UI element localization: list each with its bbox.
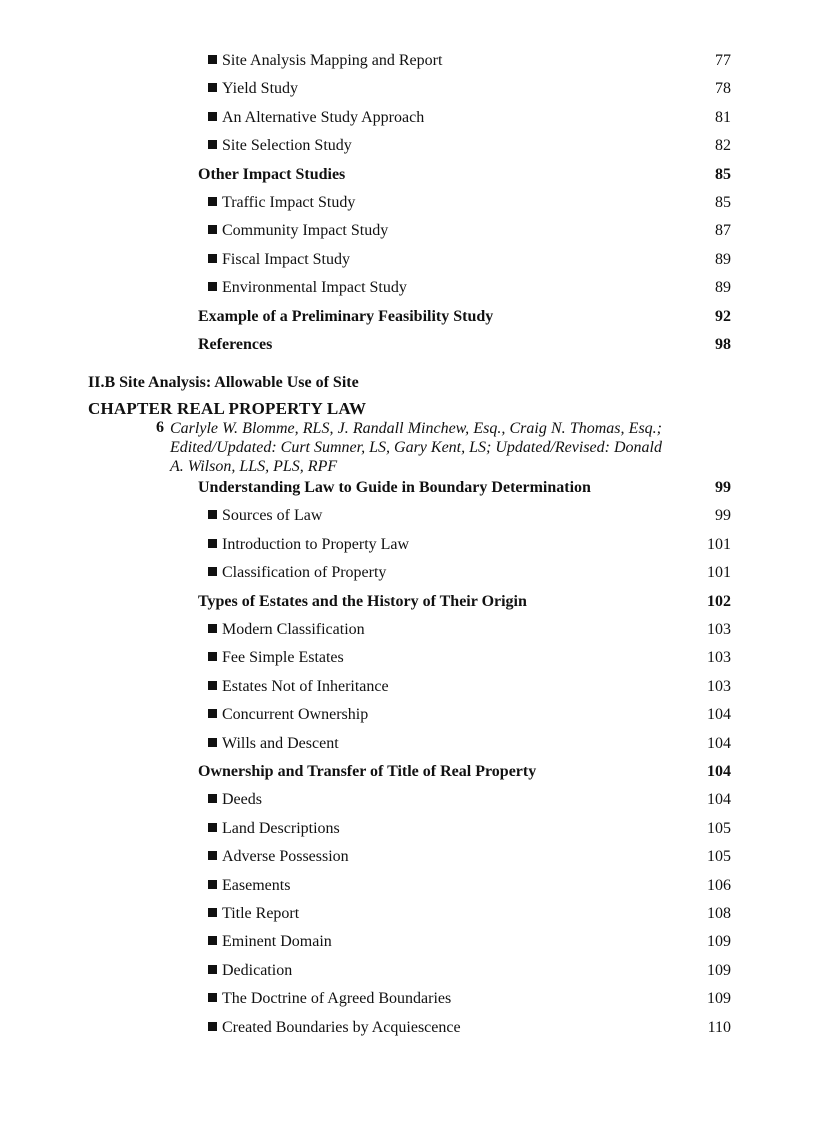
- toc-item-row: [0, 987, 816, 1011]
- square-bullet-icon: [208, 112, 217, 121]
- toc-item-row: [0, 276, 816, 300]
- toc-item-title: [208, 646, 344, 670]
- chapter-number: 6: [156, 419, 164, 436]
- square-bullet-icon: [208, 624, 217, 633]
- toc-item-row: [0, 902, 816, 926]
- square-bullet-icon: [208, 197, 217, 206]
- toc-entry-label: Title Report: [222, 905, 300, 922]
- toc-section-row: [0, 590, 816, 614]
- toc-page-number: 104: [707, 706, 731, 724]
- toc-item-title: [208, 703, 368, 727]
- toc-page-number: 103: [707, 621, 731, 638]
- toc-item-title: [208, 276, 407, 300]
- toc-page-number: 110: [707, 1018, 731, 1036]
- toc-item-title: [208, 1016, 461, 1040]
- toc-page-number: 109: [707, 990, 731, 1008]
- toc-page-number: 89: [715, 250, 731, 268]
- toc-item-title: [208, 845, 349, 869]
- toc-section-title: [198, 305, 493, 329]
- toc-entry-label: Fiscal Impact Study: [222, 250, 350, 268]
- toc-entry-label: Traffic Impact Study: [222, 194, 356, 211]
- toc-page-number: 103: [707, 677, 731, 695]
- toc-entry-label: An Alternative Study Approach: [222, 108, 425, 126]
- toc-page-number: 105: [707, 819, 731, 837]
- square-bullet-icon: [208, 539, 217, 548]
- square-bullet-icon: [208, 738, 217, 747]
- toc-page-number: 87: [715, 222, 731, 240]
- square-bullet-icon: [208, 652, 217, 661]
- toc-entry-label: Site Analysis Mapping and Report: [222, 52, 443, 69]
- toc-entry-label: References: [198, 336, 273, 353]
- toc-page-number: 109: [707, 961, 731, 979]
- square-bullet-icon: [208, 1022, 217, 1031]
- square-bullet-icon: [208, 55, 217, 64]
- toc-entry-label: The Doctrine of Agreed Boundaries: [222, 990, 452, 1008]
- toc-item-row: [0, 191, 816, 215]
- toc-section-title: [198, 476, 591, 500]
- toc-entry-label: Example of a Preliminary Feasibility Study: [198, 307, 494, 325]
- toc-section-row: [0, 333, 816, 357]
- toc-item-row: [0, 959, 816, 983]
- square-bullet-icon: [208, 140, 217, 149]
- toc-entry-label: Yield Study: [222, 80, 299, 98]
- toc-item-title: [208, 788, 262, 812]
- toc-page-number: 108: [707, 905, 731, 922]
- part-heading: II.B Site Analysis: Allowable Use of Site: [88, 374, 359, 391]
- toc-entry-label: Fee Simple Estates: [222, 649, 344, 667]
- toc-item-row: [0, 219, 816, 243]
- toc-entry-label: Dedication: [222, 961, 293, 979]
- toc-item-row: [0, 134, 816, 158]
- toc-entry-label: Land Descriptions: [222, 819, 340, 837]
- toc-item-title: [208, 134, 352, 158]
- toc-entry-label: Other Impact Studies: [198, 165, 346, 183]
- toc-page-number: 102: [707, 592, 731, 610]
- toc-item-title: [208, 675, 389, 699]
- toc-item-row: [0, 77, 816, 101]
- toc-item-row: [0, 817, 816, 841]
- toc-item-row: [0, 732, 816, 756]
- toc-item-title: [208, 533, 409, 557]
- chapter-heading: CHAPTER REAL PROPERTY LAW: [88, 399, 367, 418]
- toc-item-title: [208, 817, 340, 841]
- square-bullet-icon: [208, 225, 217, 234]
- toc-item-title: [208, 77, 298, 101]
- toc-page-number: 81: [715, 108, 731, 126]
- toc-section-row: [0, 760, 816, 784]
- square-bullet-icon: [208, 567, 217, 576]
- toc-section-title: [198, 760, 536, 784]
- toc-entry-label: Environmental Impact Study: [222, 279, 407, 297]
- toc-entry-label: Sources of Law: [222, 507, 323, 525]
- toc-entry-label: Types of Estates and the History of Their Origin: [198, 592, 527, 610]
- toc-entry-label: Modern Classification: [222, 621, 365, 638]
- toc-item-title: [208, 219, 388, 243]
- toc-item-row: [0, 248, 816, 272]
- toc-item-title: [208, 930, 332, 954]
- square-bullet-icon: [208, 83, 217, 92]
- toc-section-row: [0, 163, 816, 187]
- toc-item-row: [0, 106, 816, 130]
- toc-page-number: 101: [707, 535, 731, 553]
- toc-item-row: [0, 845, 816, 869]
- toc-item-row: [0, 646, 816, 670]
- toc-item-title: [208, 959, 292, 983]
- square-bullet-icon: [208, 510, 217, 519]
- toc-section-row: [0, 476, 816, 500]
- square-bullet-icon: [208, 851, 217, 860]
- toc-item-title: [208, 874, 290, 898]
- toc-item-row: [0, 49, 816, 73]
- square-bullet-icon: [208, 965, 217, 974]
- toc-page-number: 109: [707, 933, 731, 951]
- toc-item-title: [208, 106, 424, 130]
- toc-entry-label: Easements: [222, 876, 291, 894]
- toc-page-number: 99: [715, 507, 731, 525]
- toc-entry-label: Site Selection Study: [222, 137, 352, 155]
- toc-item-row: [0, 675, 816, 699]
- toc-page-number: 104: [707, 763, 731, 780]
- square-bullet-icon: [208, 282, 217, 291]
- toc-page-number: 82: [715, 137, 731, 155]
- toc-page-number: 98: [715, 336, 731, 353]
- toc-page-number: 99: [715, 479, 731, 496]
- square-bullet-icon: [208, 908, 217, 917]
- toc-page-number: 104: [707, 734, 731, 752]
- toc-page-number: 103: [707, 649, 731, 667]
- toc-item-row: [0, 561, 816, 585]
- toc-item-row: [0, 618, 816, 642]
- toc-page-number: 101: [707, 564, 731, 582]
- toc-item-title: [208, 618, 365, 642]
- toc-item-title: [208, 248, 350, 272]
- square-bullet-icon: [208, 993, 217, 1002]
- toc-page-number: 92: [715, 307, 731, 325]
- square-bullet-icon: [208, 254, 217, 263]
- toc-entry-label: Eminent Domain: [222, 933, 332, 951]
- toc-page-number: 104: [707, 791, 731, 809]
- chapter-authors: Carlyle W. Blomme, RLS, J. Randall Minchew, Esq., Craig N. Thomas, Esq.; Edited/Updated: Curt Sumner, LS, Gary Kent, LS; Updated/Revised: Donald A. Wilson, LLS, PLS, RPF: [170, 420, 662, 475]
- toc-item-row: [0, 874, 816, 898]
- toc-page-number: 85: [715, 194, 731, 211]
- toc-page-number: 89: [715, 279, 731, 297]
- toc-item-row: [0, 703, 816, 727]
- toc-section-title: [198, 590, 527, 614]
- toc-entry-label: Wills and Descent: [222, 734, 339, 752]
- toc-item-title: [208, 191, 355, 215]
- toc-item-title: [208, 504, 322, 528]
- toc-section-title: [198, 163, 345, 187]
- toc-item-row: [0, 504, 816, 528]
- toc-entry-label: Classification of Property: [222, 564, 387, 582]
- square-bullet-icon: [208, 794, 217, 803]
- toc-entry-label: Created Boundaries by Acquiescence: [222, 1018, 461, 1036]
- toc-entry-label: Introduction to Property Law: [222, 535, 410, 553]
- toc-page-number: 106: [707, 876, 731, 894]
- toc-item-title: [208, 732, 339, 756]
- toc-page-number: 78: [715, 80, 731, 98]
- toc-item-title: [208, 561, 386, 585]
- toc-page-number: 77: [715, 52, 731, 69]
- toc-page-number: 105: [707, 848, 731, 866]
- toc-entry-label: Deeds: [222, 791, 262, 809]
- toc-item-row: [0, 930, 816, 954]
- toc-item-title: [208, 49, 442, 73]
- toc-entry-label: Community Impact Study: [222, 222, 389, 240]
- square-bullet-icon: [208, 880, 217, 889]
- toc-item-row: [0, 788, 816, 812]
- square-bullet-icon: [208, 681, 217, 690]
- toc-item-row: [0, 1016, 816, 1040]
- toc-page-number: 85: [715, 165, 731, 183]
- toc-item-title: [208, 902, 299, 926]
- toc-section-row: [0, 305, 816, 329]
- toc-item-title: [208, 987, 451, 1011]
- toc-section-title: [198, 333, 272, 357]
- toc-entry-label: Ownership and Transfer of Title of Real Property: [198, 763, 537, 780]
- square-bullet-icon: [208, 709, 217, 718]
- square-bullet-icon: [208, 823, 217, 832]
- square-bullet-icon: [208, 936, 217, 945]
- toc-entry-label: Adverse Possession: [222, 848, 349, 866]
- toc-item-row: [0, 533, 816, 557]
- toc-entry-label: Understanding Law to Guide in Boundary Determination: [198, 479, 591, 496]
- toc-entry-label: Estates Not of Inheritance: [222, 677, 389, 695]
- toc-entry-label: Concurrent Ownership: [222, 706, 369, 724]
